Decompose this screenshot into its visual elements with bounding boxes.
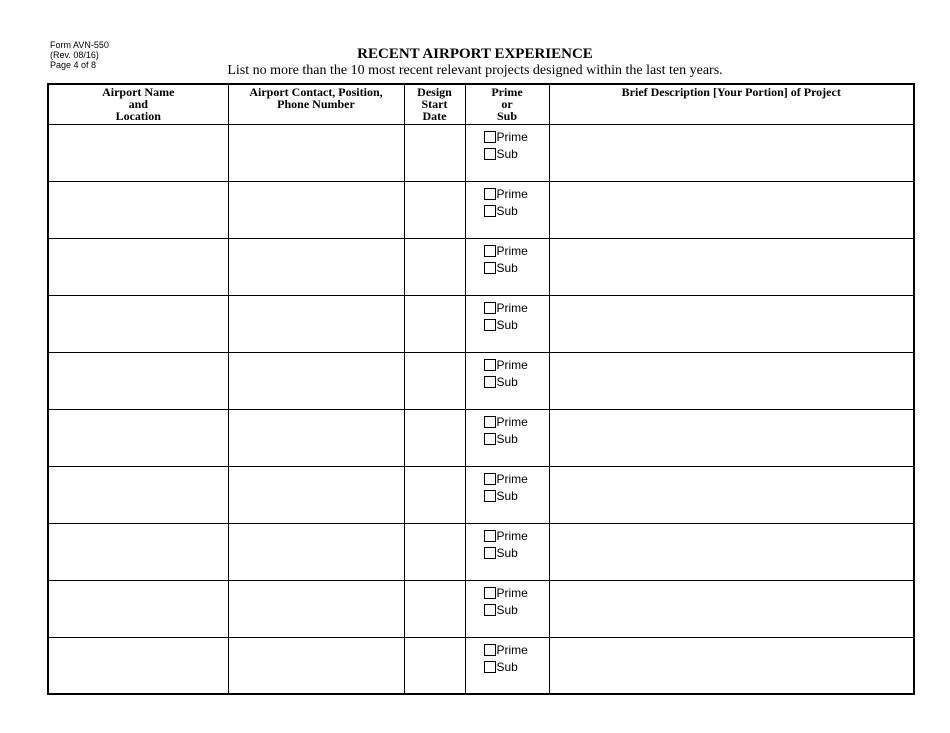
- brief-description-field[interactable]: [549, 124, 914, 181]
- airport-name-location-field[interactable]: [48, 124, 228, 181]
- sub-option[interactable]: [484, 146, 549, 163]
- prime-label: Prime: [496, 187, 528, 201]
- sub-label: Sub: [496, 432, 518, 446]
- prime-label: Prime: [496, 472, 528, 486]
- table-row: [48, 580, 914, 637]
- design-start-date-field[interactable]: [404, 523, 465, 580]
- prime-or-sub-cell: [465, 580, 549, 637]
- prime-checkbox[interactable]: [484, 359, 496, 371]
- prime-option[interactable]: [484, 642, 549, 659]
- brief-description-field[interactable]: [549, 409, 914, 466]
- design-start-date-field[interactable]: [404, 238, 465, 295]
- airport-contact-field[interactable]: [228, 352, 404, 409]
- airport-contact-field[interactable]: [228, 181, 404, 238]
- prime-label: Prime: [496, 586, 528, 600]
- form-instructions: List no more than the 10 most recent relevant projects designed within the last ten years.: [227, 63, 723, 78]
- prime-label: Prime: [496, 130, 528, 144]
- prime-or-sub-cell: [465, 124, 549, 181]
- prime-checkbox[interactable]: [484, 587, 496, 599]
- brief-description-field[interactable]: [549, 352, 914, 409]
- airport-name-location-field[interactable]: [48, 523, 228, 580]
- prime-label: Prime: [496, 415, 528, 429]
- airport-contact-field[interactable]: [228, 466, 404, 523]
- design-start-date-field[interactable]: [404, 637, 465, 694]
- airport-contact-field[interactable]: [228, 580, 404, 637]
- prime-checkbox[interactable]: [484, 530, 496, 542]
- sub-checkbox[interactable]: [484, 148, 496, 160]
- airport-name-location-field[interactable]: [48, 181, 228, 238]
- design-start-date-field[interactable]: [404, 466, 465, 523]
- sub-label: Sub: [496, 147, 518, 161]
- sub-label: Sub: [496, 261, 518, 275]
- prime-option[interactable]: [484, 129, 549, 146]
- sub-option[interactable]: [484, 260, 549, 277]
- sub-label: Sub: [496, 375, 518, 389]
- airport-name-location-field[interactable]: [48, 580, 228, 637]
- prime-label: Prime: [496, 301, 528, 315]
- airport-contact-field[interactable]: [228, 523, 404, 580]
- prime-option[interactable]: [484, 528, 549, 545]
- brief-description-field[interactable]: [549, 238, 914, 295]
- brief-description-field[interactable]: [549, 466, 914, 523]
- sub-checkbox[interactable]: [484, 433, 496, 445]
- form-number: Form AVN-550: [50, 40, 109, 50]
- sub-label: Sub: [496, 204, 518, 218]
- form-title: RECENT AIRPORT EXPERIENCE: [357, 46, 593, 62]
- airport-contact-field[interactable]: [228, 295, 404, 352]
- airport-contact-field[interactable]: [228, 124, 404, 181]
- table-row: [48, 352, 914, 409]
- prime-label: Prime: [496, 529, 528, 543]
- table-row: [48, 238, 914, 295]
- sub-option[interactable]: [484, 203, 549, 220]
- prime-or-sub-cell: [465, 238, 549, 295]
- page-number: Page 4 of 8: [50, 60, 97, 70]
- header-brief-description: Brief Description [Your Portion] of Project: [549, 84, 914, 124]
- design-start-date-field[interactable]: [404, 409, 465, 466]
- prime-option[interactable]: [484, 471, 549, 488]
- prime-or-sub-cell: [465, 523, 549, 580]
- airport-name-location-field[interactable]: [48, 409, 228, 466]
- sub-checkbox[interactable]: [484, 205, 496, 217]
- sub-label: Sub: [496, 318, 518, 332]
- airport-name-location-field[interactable]: [48, 352, 228, 409]
- sub-label: Sub: [496, 489, 518, 503]
- prime-checkbox[interactable]: [484, 302, 496, 314]
- airport-name-location-field[interactable]: [48, 238, 228, 295]
- brief-description-field[interactable]: [549, 523, 914, 580]
- form-revision: (Rev. 08/16): [50, 50, 99, 60]
- design-start-date-field[interactable]: [404, 352, 465, 409]
- brief-description-field[interactable]: [549, 295, 914, 352]
- prime-label: Prime: [496, 358, 528, 372]
- prime-label: Prime: [496, 643, 528, 657]
- prime-checkbox[interactable]: [484, 644, 496, 656]
- sub-label: Sub: [496, 603, 518, 617]
- sub-checkbox[interactable]: [484, 376, 496, 388]
- prime-option[interactable]: [484, 585, 549, 602]
- header-airport-contact: Airport Contact, Position, Phone Number: [228, 84, 404, 124]
- prime-checkbox[interactable]: [484, 473, 496, 485]
- prime-or-sub-cell: [465, 466, 549, 523]
- brief-description-field[interactable]: [549, 580, 914, 637]
- table-row: [48, 181, 914, 238]
- prime-option[interactable]: [484, 357, 549, 374]
- design-start-date-field[interactable]: [404, 580, 465, 637]
- sub-checkbox[interactable]: [484, 661, 496, 673]
- sub-checkbox[interactable]: [484, 490, 496, 502]
- prime-label: Prime: [496, 244, 528, 258]
- prime-checkbox[interactable]: [484, 245, 496, 257]
- header-design-start-date: Design Start Date: [404, 84, 465, 124]
- prime-or-sub-cell: [465, 637, 549, 694]
- prime-option[interactable]: [484, 243, 549, 260]
- prime-checkbox[interactable]: [484, 416, 496, 428]
- sub-option[interactable]: [484, 317, 549, 334]
- prime-checkbox[interactable]: [484, 131, 496, 143]
- sub-option[interactable]: [484, 431, 549, 448]
- table-row: [48, 124, 914, 181]
- airport-contact-field[interactable]: [228, 637, 404, 694]
- header-prime-or-sub: Prime or Sub: [465, 84, 549, 124]
- sub-option[interactable]: [484, 374, 549, 391]
- brief-description-field[interactable]: [549, 637, 914, 694]
- airport-name-location-field[interactable]: [48, 466, 228, 523]
- sub-checkbox[interactable]: [484, 262, 496, 274]
- design-start-date-field[interactable]: [404, 181, 465, 238]
- table-row: [48, 523, 914, 580]
- sub-option[interactable]: [484, 488, 549, 505]
- table-row: [48, 637, 914, 694]
- airport-contact-field[interactable]: [228, 409, 404, 466]
- table-row: [48, 295, 914, 352]
- sub-option[interactable]: [484, 602, 549, 619]
- sub-option[interactable]: [484, 545, 549, 562]
- sub-option[interactable]: [484, 659, 549, 676]
- table-row: [48, 409, 914, 466]
- table-body: [48, 124, 914, 694]
- sub-checkbox[interactable]: [484, 604, 496, 616]
- prime-option[interactable]: [484, 186, 549, 203]
- prime-checkbox[interactable]: [484, 188, 496, 200]
- airport-name-location-field[interactable]: [48, 295, 228, 352]
- airport-contact-field[interactable]: [228, 238, 404, 295]
- table-header-row: [48, 84, 914, 124]
- prime-or-sub-cell: [465, 352, 549, 409]
- prime-or-sub-cell: [465, 295, 549, 352]
- design-start-date-field[interactable]: [404, 295, 465, 352]
- sub-checkbox[interactable]: [484, 547, 496, 559]
- header-airport-name-location: Airport Name and Location: [48, 84, 228, 124]
- sub-label: Sub: [496, 660, 518, 674]
- prime-option[interactable]: [484, 414, 549, 431]
- sub-checkbox[interactable]: [484, 319, 496, 331]
- design-start-date-field[interactable]: [404, 124, 465, 181]
- table-row: [48, 466, 914, 523]
- airport-name-location-field[interactable]: [48, 637, 228, 694]
- prime-or-sub-cell: [465, 409, 549, 466]
- brief-description-field[interactable]: [549, 181, 914, 238]
- experience-table: [47, 83, 915, 695]
- prime-option[interactable]: [484, 300, 549, 317]
- prime-or-sub-cell: [465, 181, 549, 238]
- sub-label: Sub: [496, 546, 518, 560]
